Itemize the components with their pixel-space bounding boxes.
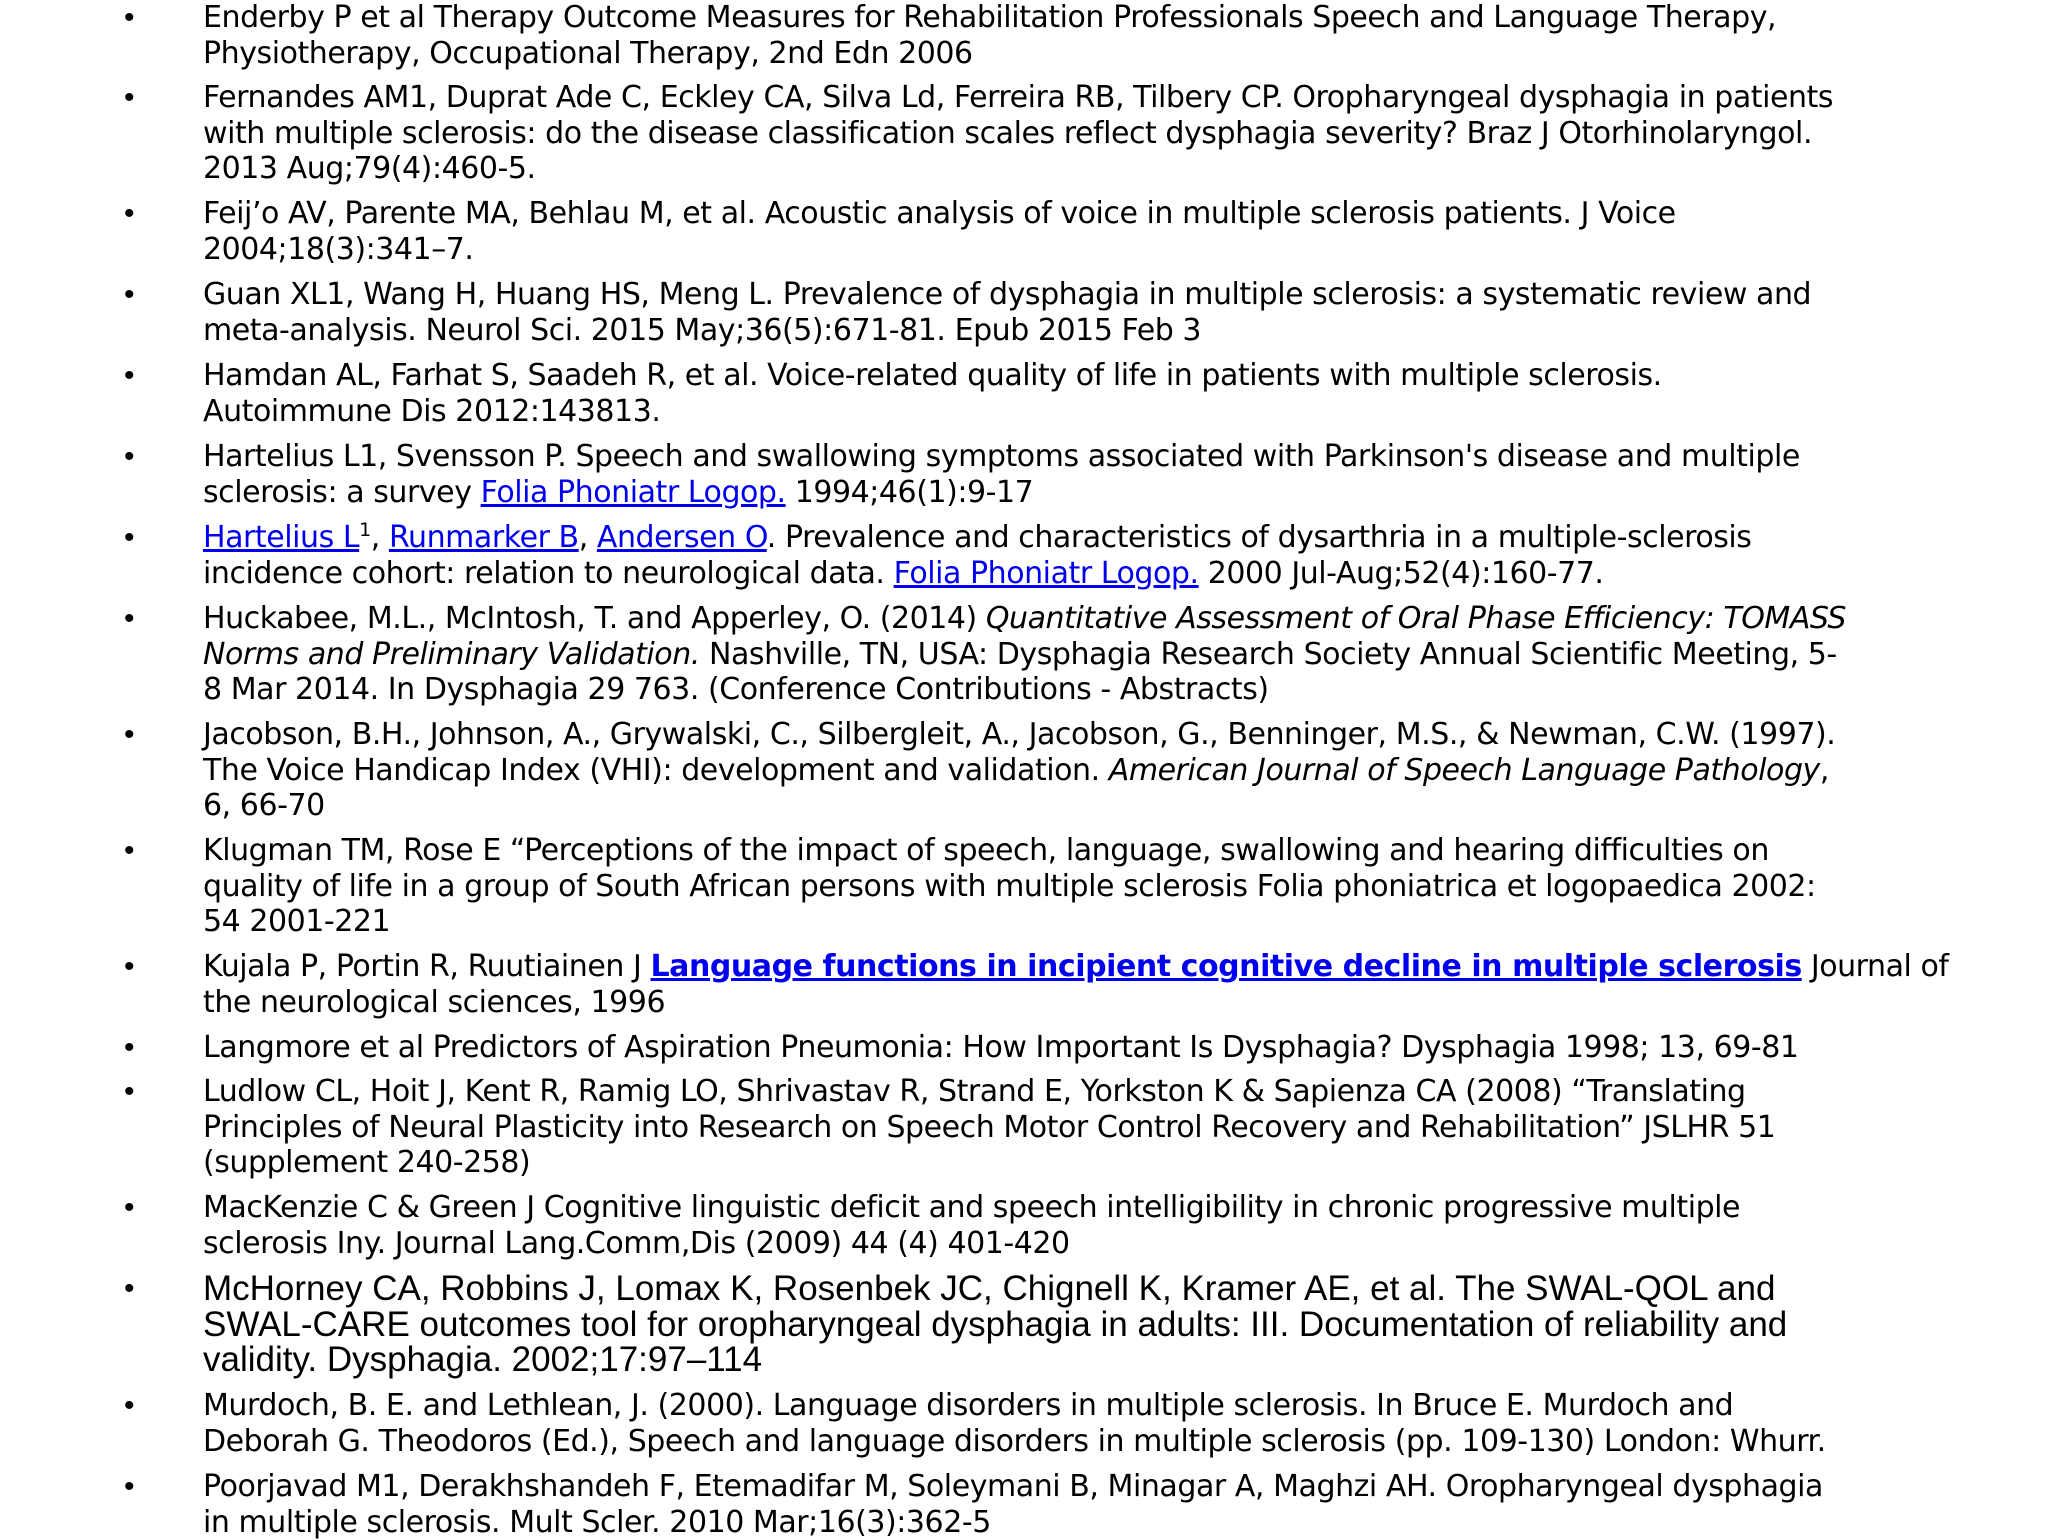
journal-link[interactable]: Folia Phoniatr Logop. — [894, 556, 1199, 591]
bullet: • — [124, 520, 135, 556]
bullet: • — [124, 1074, 135, 1110]
text-line — [203, 949, 1915, 985]
italic-title: Quantitative Assessment of Oral Phase Efficiency: TOMASS — [986, 601, 1846, 636]
text-line: quality of life in a group of South African persons with multiple sclerosis Folia phoniatrica et logopaedica 2002: — [203, 869, 1915, 905]
reference-text — [203, 1190, 1915, 1261]
reference-text — [203, 1388, 1915, 1459]
text-segment: 2000 Jul-Aug;52(4):160-77. — [1199, 556, 1604, 591]
text-segment: Nashville, TN, USA: Dysphagia Research Society Annual Scientific Meeting, 5- — [700, 637, 1837, 672]
text-segment: Kujala P, Portin R, Ruutiainen J — [203, 949, 651, 984]
text-segment: , — [1820, 753, 1829, 788]
bullet: • — [124, 439, 135, 475]
bullet: • — [124, 601, 135, 637]
author-link-runmarker[interactable]: Runmarker B — [389, 520, 579, 555]
superscript: 1 — [359, 519, 371, 541]
text-segment: , — [371, 520, 389, 555]
reference-text — [203, 1469, 1915, 1540]
text-line — [203, 601, 1915, 637]
text-segment: Journal of — [1802, 949, 1949, 984]
text-line: McHorney CA, Robbins J, Lomax K, Rosenbek JC, Chignell K, Kramer AE, et al. The SWAL-QOL and — [203, 1271, 1915, 1307]
text-line: Jacobson, B.H., Johnson, A., Grywalski, C., Silbergleit, A., Jacobson, G., Benninger, M.S., & Newman, C.W. (1997). — [203, 717, 1915, 753]
reference-text — [203, 0, 1915, 71]
text-line: SWAL-CARE outcomes tool for oropharyngeal dysphagia in adults: III. Documentation of reliability and — [203, 1307, 1915, 1343]
bullet: • — [124, 1190, 135, 1226]
text-line: Deborah G. Theodoros (Ed.), Speech and language disorders in multiple sclerosis (pp. 109-130) London: Whurr. — [203, 1424, 1915, 1460]
italic-title: Norms and Preliminary Validation. — [203, 637, 700, 672]
text-segment: sclerosis: a survey — [203, 475, 481, 510]
reference-text — [203, 358, 1915, 429]
bullet: • — [124, 1030, 135, 1066]
reference-text — [203, 1030, 1915, 1066]
text-line: Langmore et al Predictors of Aspiration Pneumonia: How Important Is Dysphagia? Dysphagia 1998; 13, 69-81 — [203, 1030, 1915, 1066]
text-segment: 1994;46(1):9-17 — [786, 475, 1034, 510]
bullet: • — [124, 1388, 135, 1424]
text-line: meta-analysis. Neurol Sci. 2015 May;36(5):671-81. Epub 2015 Feb 3 — [203, 313, 1915, 349]
text-line: 2013 Aug;79(4):460-5. — [203, 151, 1915, 187]
text-segment: Huckabee, M.L., McIntosh, T. and Apperley, O. (2014) — [203, 601, 986, 636]
text-segment: The Voice Handicap Index (VHI): development and validation. — [203, 753, 1109, 788]
reference-text — [203, 949, 1915, 1020]
text-line: the neurological sciences, 1996 — [203, 985, 1915, 1021]
reference-text — [203, 277, 1915, 348]
reference-text — [203, 439, 1915, 510]
reference-text — [203, 833, 1915, 940]
bullet: • — [124, 196, 135, 232]
text-line: Guan XL1, Wang H, Huang HS, Meng L. Prevalence of dysphagia in multiple sclerosis: a systematic review and — [203, 277, 1915, 313]
author-link-andersen[interactable]: Andersen O — [597, 520, 767, 555]
text-line: 54 2001-221 — [203, 904, 1915, 940]
bullet: • — [124, 949, 135, 985]
text-line: Fernandes AM1, Duprat Ade C, Eckley CA, Silva Ld, Ferreira RB, Tilbery CP. Oropharyngeal dysphagia in patients — [203, 80, 1915, 116]
reference-text — [203, 196, 1915, 267]
text-line: 6, 66-70 — [203, 788, 1915, 824]
article-link[interactable]: Language functions in incipient cognitive decline in multiple sclerosis — [651, 949, 1802, 984]
text-line: Poorjavad M1, Derakhshandeh F, Etemadifar M, Soleymani B, Minagar A, Maghzi AH. Oropharyngeal dysphagia — [203, 1469, 1915, 1505]
text-segment: . Prevalence and characteristics of dysarthria in a multiple-sclerosis — [767, 520, 1752, 555]
text-line: Enderby P et al Therapy Outcome Measures for Rehabilitation Professionals Speech and Language Therapy, — [203, 0, 1915, 36]
text-line: Ludlow CL, Hoit J, Kent R, Ramig LO, Shrivastav R, Strand E, Yorkston K & Sapienza CA (2008) “Translating — [203, 1074, 1915, 1110]
bullet: • — [124, 1271, 135, 1307]
text-segment: incidence cohort: relation to neurological data. — [203, 556, 894, 591]
text-line: Feij’o AV, Parente MA, Behlau M, et al. Acoustic analysis of voice in multiple sclerosis patients. J Voice — [203, 196, 1915, 232]
bullet: • — [124, 0, 135, 36]
text-line: MacKenzie C & Green J Cognitive linguistic deficit and speech intelligibility in chronic progressive multiple — [203, 1190, 1915, 1226]
text-line — [203, 753, 1915, 789]
bullet: • — [124, 277, 135, 313]
text-line — [203, 475, 1915, 511]
text-line: Autoimmune Dis 2012:143813. — [203, 394, 1915, 430]
text-line: Principles of Neural Plasticity into Research on Speech Motor Control Recovery and Rehabilitation” JSLHR 51 — [203, 1110, 1915, 1146]
reference-text — [203, 601, 1915, 708]
bullet: • — [124, 1469, 135, 1505]
reference-text — [203, 717, 1915, 824]
text-line: Klugman TM, Rose E “Perceptions of the impact of speech, language, swallowing and hearing difficulties on — [203, 833, 1915, 869]
bullet: • — [124, 358, 135, 394]
text-line — [203, 520, 1915, 556]
journal-link[interactable]: Folia Phoniatr Logop. — [481, 475, 786, 510]
reference-text — [203, 1074, 1915, 1181]
text-line: Physiotherapy, Occupational Therapy, 2nd Edn 2006 — [203, 36, 1915, 72]
bullet: • — [124, 80, 135, 116]
text-line: sclerosis Iny. Journal Lang.Comm,Dis (2009) 44 (4) 401-420 — [203, 1226, 1915, 1262]
bullet: • — [124, 833, 135, 869]
text-line: Hamdan AL, Farhat S, Saadeh R, et al. Voice-related quality of life in patients with multiple sclerosis. — [203, 358, 1915, 394]
reference-text — [203, 1271, 1915, 1378]
italic-journal: American Journal of Speech Language Pathology — [1109, 753, 1820, 788]
text-line: in multiple sclerosis. Mult Scler. 2010 Mar;16(3):362-5 — [203, 1505, 1915, 1540]
text-line: Murdoch, B. E. and Lethlean, J. (2000). Language disorders in multiple sclerosis. In Bruce E. Murdoch and — [203, 1388, 1915, 1424]
text-segment: , — [579, 520, 597, 555]
text-line: 8 Mar 2014. In Dysphagia 29 763. (Conference Contributions - Abstracts) — [203, 672, 1915, 708]
text-line: (supplement 240-258) — [203, 1145, 1915, 1181]
bullet: • — [124, 717, 135, 753]
text-line: with multiple sclerosis: do the disease classification scales reflect dysphagia severity? Braz J Otorhinolaryngol. — [203, 116, 1915, 152]
reference-text — [203, 520, 1915, 591]
text-line: Hartelius L1, Svensson P. Speech and swallowing symptoms associated with Parkinson's disease and multiple — [203, 439, 1915, 475]
author-link-hartelius[interactable]: Hartelius L — [203, 520, 359, 555]
reference-text — [203, 80, 1915, 187]
text-line: validity. Dysphagia. 2002;17:97–114 — [203, 1342, 1915, 1378]
text-line: 2004;18(3):341–7. — [203, 232, 1915, 268]
text-line — [203, 637, 1915, 673]
text-line — [203, 556, 1915, 592]
